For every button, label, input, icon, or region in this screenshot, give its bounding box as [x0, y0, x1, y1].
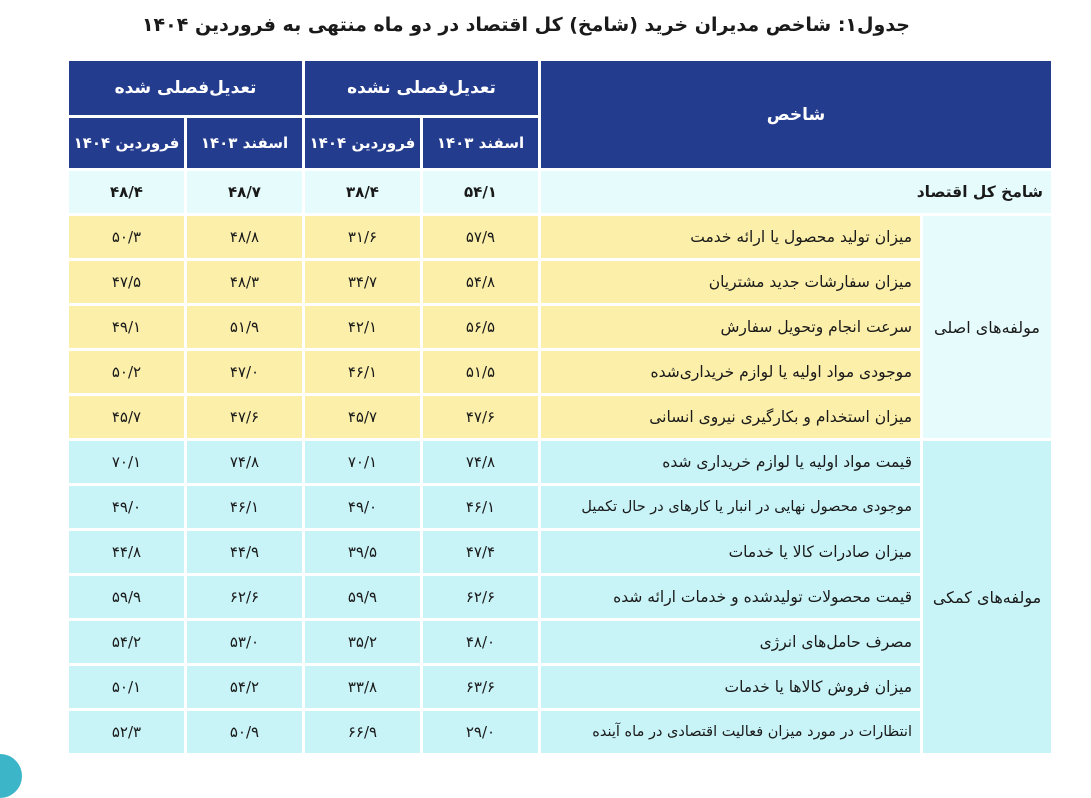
pmi-table: [66, 58, 1054, 756]
value-cell: ۳۳/۸: [305, 666, 420, 708]
value-cell: ۷۰/۱: [305, 441, 420, 483]
value-cell: ۴۷/۵: [69, 261, 184, 303]
row-label: انتظارات در مورد میزان فعالیت اقتصادی در ماه آینده: [541, 711, 920, 753]
value-cell: ۴۲/۱: [305, 306, 420, 348]
value-cell: ۵۰/۹: [187, 711, 302, 753]
table-row: [69, 171, 1051, 213]
table-row: [69, 666, 1051, 708]
header-esfand-not-adjusted: اسفند ۱۴۰۳: [423, 118, 538, 168]
value-cell: ۵۱/۹: [187, 306, 302, 348]
value-cell: ۴۸/۷: [187, 171, 302, 213]
row-label: میزان صادرات کالا یا خدمات: [541, 531, 920, 573]
value-cell: ۴۸/۴: [69, 171, 184, 213]
value-cell: ۴۴/۹: [187, 531, 302, 573]
header-farvardin-adjusted: فروردین ۱۴۰۴: [69, 118, 184, 168]
value-cell: ۳۱/۶: [305, 216, 420, 258]
value-cell: ۳۸/۴: [305, 171, 420, 213]
value-cell: ۶۳/۶: [423, 666, 538, 708]
value-cell: ۴۹/۱: [69, 306, 184, 348]
row-label: میزان فروش کالاها یا خدمات: [541, 666, 920, 708]
row-label: موجودی محصول نهایی در انبار یا کارهای در حال تکمیل: [541, 486, 920, 528]
table-title: جدول۱: شاخص مدیران خرید (شامخ) کل اقتصاد در دو ماه منتهی به فروردین ۱۴۰۴: [141, 14, 910, 36]
value-cell: ۴۹/۰: [69, 486, 184, 528]
value-cell: ۴۷/۶: [423, 396, 538, 438]
value-cell: ۵۹/۹: [305, 576, 420, 618]
value-cell: ۵۴/۲: [187, 666, 302, 708]
value-cell: ۴۵/۷: [305, 396, 420, 438]
row-label: میزان استخدام و بکارگیری نیروی انسانی: [541, 396, 920, 438]
value-cell: ۷۴/۸: [187, 441, 302, 483]
table-row: [69, 396, 1051, 438]
value-cell: ۵۳/۰: [187, 621, 302, 663]
header-adjusted: تعدیل‌فصلی شده: [69, 61, 302, 115]
value-cell: ۴۶/۱: [423, 486, 538, 528]
value-cell: ۴۷/۰: [187, 351, 302, 393]
table-row: [69, 486, 1051, 528]
value-cell: ۶۲/۶: [423, 576, 538, 618]
value-cell: ۴۹/۰: [305, 486, 420, 528]
value-cell: ۳۵/۲: [305, 621, 420, 663]
row-label: قیمت محصولات تولیدشده و خدمات ارائه شده: [541, 576, 920, 618]
value-cell: ۳۹/۵: [305, 531, 420, 573]
value-cell: ۵۴/۲: [69, 621, 184, 663]
table-row: [69, 216, 1051, 258]
value-cell: ۲۹/۰: [423, 711, 538, 753]
value-cell: ۵۰/۲: [69, 351, 184, 393]
value-cell: ۶۶/۹: [305, 711, 420, 753]
value-cell: ۶۲/۶: [187, 576, 302, 618]
value-cell: ۵۲/۳: [69, 711, 184, 753]
header-indicator: شاخص: [541, 61, 1051, 168]
value-cell: ۵۶/۵: [423, 306, 538, 348]
table-row: [69, 261, 1051, 303]
value-cell: ۵۱/۵: [423, 351, 538, 393]
value-cell: ۴۵/۷: [69, 396, 184, 438]
value-cell: ۳۴/۷: [305, 261, 420, 303]
row-label: قیمت مواد اولیه یا لوازم خریداری شده: [541, 441, 920, 483]
header-esfand-adjusted: اسفند ۱۴۰۳: [187, 118, 302, 168]
value-cell: ۴۶/۱: [305, 351, 420, 393]
row-label: شامخ کل اقتصاد: [541, 171, 1051, 213]
row-label: موجودی مواد اولیه یا لوازم خریداری‌شده: [541, 351, 920, 393]
value-cell: ۵۰/۳: [69, 216, 184, 258]
table-row: [69, 306, 1051, 348]
row-label: میزان سفارشات جدید مشتریان: [541, 261, 920, 303]
value-cell: ۴۸/۰: [423, 621, 538, 663]
table-row: [69, 441, 1051, 483]
value-cell: ۵۰/۱: [69, 666, 184, 708]
table-row: [69, 351, 1051, 393]
value-cell: ۴۸/۳: [187, 261, 302, 303]
group-label-main: مولفه‌های اصلی: [923, 216, 1051, 438]
value-cell: ۴۶/۱: [187, 486, 302, 528]
group-label-aux: مولفه‌های کمکی: [923, 441, 1051, 753]
value-cell: ۵۷/۹: [423, 216, 538, 258]
table-row: [69, 576, 1051, 618]
value-cell: ۵۹/۹: [69, 576, 184, 618]
header-not-adjusted: تعدیل‌فصلی نشده: [305, 61, 538, 115]
value-cell: ۵۴/۸: [423, 261, 538, 303]
value-cell: ۷۴/۸: [423, 441, 538, 483]
value-cell: ۴۴/۸: [69, 531, 184, 573]
row-label: میزان تولید محصول یا ارائه خدمت: [541, 216, 920, 258]
value-cell: ۴۷/۴: [423, 531, 538, 573]
row-label: مصرف حامل‌های انرژی: [541, 621, 920, 663]
table-row: [69, 711, 1051, 753]
value-cell: ۴۸/۸: [187, 216, 302, 258]
table-row: [69, 531, 1051, 573]
row-label: سرعت انجام وتحویل سفارش: [541, 306, 920, 348]
header-farvardin-not-adjusted: فروردین ۱۴۰۴: [305, 118, 420, 168]
table-row: [69, 621, 1051, 663]
value-cell: ۴۷/۶: [187, 396, 302, 438]
value-cell: ۵۴/۱: [423, 171, 538, 213]
value-cell: ۷۰/۱: [69, 441, 184, 483]
corner-decoration: [0, 754, 22, 798]
